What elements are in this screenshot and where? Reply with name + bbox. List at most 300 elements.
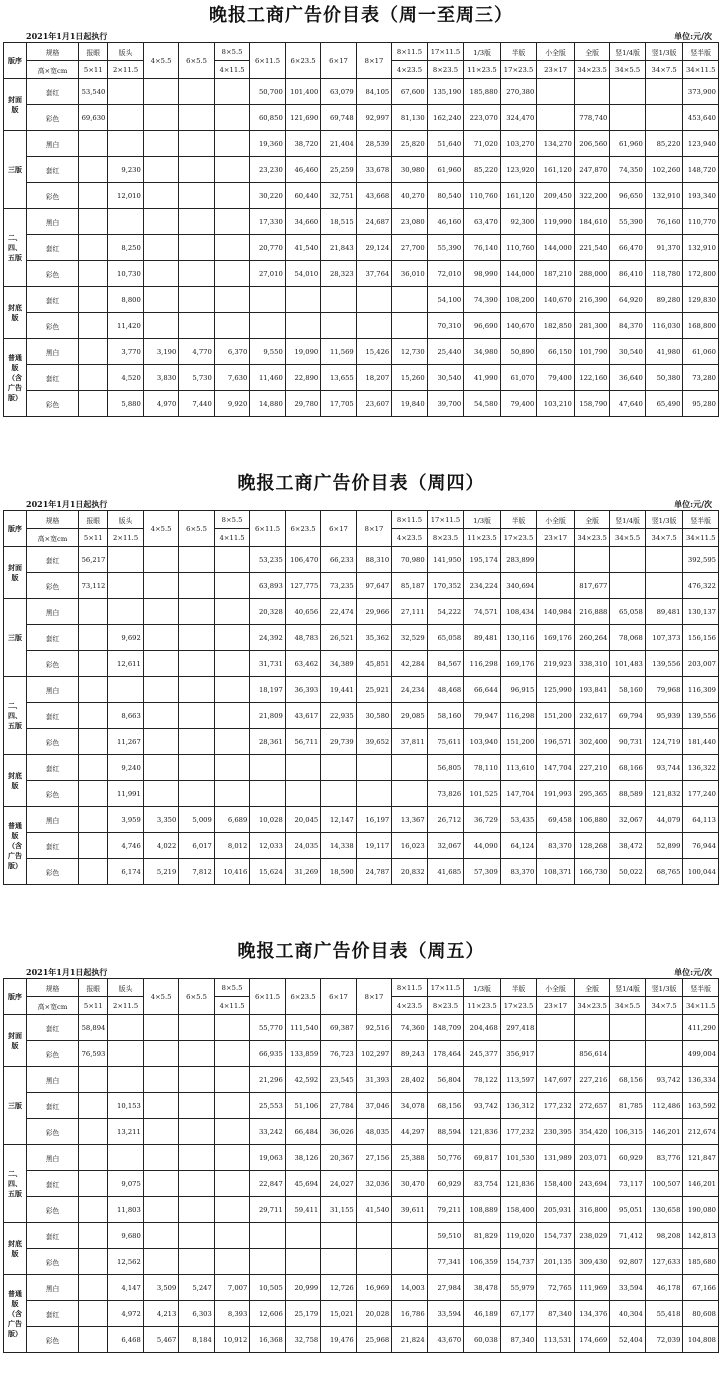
price-cell: 44,079 (645, 807, 683, 833)
price-cell: 148,709 (427, 1015, 464, 1041)
price-cell: 34,078 (392, 1093, 427, 1119)
price-cell: 18,590 (321, 859, 356, 885)
price-cell: 10,730 (108, 261, 143, 287)
price-cell: 174,669 (574, 1327, 609, 1353)
price-cell: 19,476 (321, 1327, 356, 1353)
price-cell (179, 547, 214, 573)
unit-note: 单位:元/次 (674, 499, 712, 509)
price-cell: 6,689 (214, 807, 249, 833)
column-size: 8×23.5 (427, 61, 464, 79)
column-header: 6×5.5 (179, 43, 214, 79)
price-cell (285, 1223, 320, 1249)
price-cell: 72,039 (645, 1327, 683, 1353)
price-cell: 27,156 (356, 1145, 391, 1171)
price-cell (321, 1223, 356, 1249)
column-header: 8×17 (356, 979, 391, 1015)
table-row (4, 833, 719, 859)
price-cell: 50,776 (427, 1145, 464, 1171)
price-cell (79, 157, 108, 183)
color-type: 黑白 (26, 807, 78, 833)
price-cell: 93,742 (645, 1067, 683, 1093)
price-cell: 27,784 (321, 1093, 356, 1119)
spec-header: 规格 (26, 43, 78, 61)
price-cell (179, 235, 214, 261)
color-type: 彩色 (26, 313, 78, 339)
column-header: 6×23.5 (285, 43, 320, 79)
price-cell (356, 1223, 391, 1249)
price-cell: 15,624 (250, 859, 285, 885)
price-cell (79, 1249, 108, 1275)
price-cell: 11,420 (108, 313, 143, 339)
price-cell: 113,597 (500, 1067, 537, 1093)
table-row (4, 339, 719, 365)
column-header: 全版 (574, 511, 609, 529)
price-cell: 73,112 (79, 573, 108, 599)
price-cell: 247,870 (574, 157, 609, 183)
price-cell (143, 547, 178, 573)
edition-name: 二、四、五版 (4, 1145, 27, 1223)
price-cell: 4,746 (108, 833, 143, 859)
price-cell: 177,240 (683, 781, 719, 807)
price-cell: 5,247 (179, 1275, 214, 1301)
price-cell: 18,515 (321, 209, 356, 235)
price-cell: 18,197 (250, 677, 285, 703)
price-cell: 185,680 (683, 1249, 719, 1275)
price-cell: 74,360 (392, 1015, 427, 1041)
price-cell: 118,780 (645, 261, 683, 287)
column-header: 小全版 (537, 979, 575, 997)
price-cell: 31,393 (356, 1067, 391, 1093)
price-cell (143, 1119, 178, 1145)
price-cell (108, 573, 143, 599)
price-cell: 324,470 (500, 105, 537, 131)
price-cell: 119,020 (500, 1223, 537, 1249)
price-cell: 125,990 (537, 677, 575, 703)
price-cell: 288,000 (574, 261, 609, 287)
table-row (4, 625, 719, 651)
color-type: 彩色 (26, 183, 78, 209)
price-cell: 74,571 (464, 599, 501, 625)
price-cell: 209,450 (537, 183, 575, 209)
price-cell: 13,211 (108, 1119, 143, 1145)
price-cell: 13,367 (392, 807, 427, 833)
color-type: 套红 (26, 79, 78, 105)
price-cell (179, 131, 214, 157)
price-cell: 61,960 (427, 157, 464, 183)
price-cell: 30,540 (610, 339, 645, 365)
table-row (4, 1093, 719, 1119)
price-cell: 55,390 (427, 235, 464, 261)
price-cell: 87,340 (500, 1327, 537, 1353)
price-cell: 29,124 (356, 235, 391, 261)
price-cell: 20,999 (285, 1275, 320, 1301)
price-cell: 85,187 (392, 573, 427, 599)
price-cell: 32,751 (321, 183, 356, 209)
price-cell: 122,160 (574, 365, 609, 391)
column-header: 报眼 (79, 43, 108, 61)
column-header: 6×11.5 (250, 511, 285, 547)
price-cell: 121,836 (500, 1171, 537, 1197)
price-cell: 30,470 (392, 1171, 427, 1197)
price-cell (214, 79, 249, 105)
price-cell: 25,553 (250, 1093, 285, 1119)
price-cell: 76,140 (464, 235, 501, 261)
table-row (4, 677, 719, 703)
price-cell: 78,110 (464, 755, 501, 781)
table-row (4, 1041, 719, 1067)
price-cell: 30,980 (392, 157, 427, 183)
header-row (4, 511, 719, 529)
price-cell: 8,393 (214, 1301, 249, 1327)
price-cell: 25,921 (356, 677, 391, 703)
price-cell: 58,160 (427, 703, 464, 729)
price-cell: 39,700 (427, 391, 464, 417)
column-header: 8×11.5 (392, 43, 427, 61)
price-cell (179, 79, 214, 105)
price-cell: 81,785 (610, 1093, 645, 1119)
table-row (4, 781, 719, 807)
price-cell: 92,300 (500, 209, 537, 235)
price-cell: 19,117 (356, 833, 391, 859)
edition-name: 二、四、五版 (4, 677, 27, 755)
column-size: 34×11.5 (683, 997, 719, 1015)
price-cell (179, 183, 214, 209)
price-cell: 28,402 (392, 1067, 427, 1093)
price-cell: 121,836 (464, 1119, 501, 1145)
price-cell (108, 677, 143, 703)
column-header: 竖1/3版 (645, 979, 683, 997)
price-cell: 6,468 (108, 1327, 143, 1353)
price-cell: 411,290 (683, 1015, 719, 1041)
price-cell: 69,748 (321, 105, 356, 131)
price-cell: 5,880 (108, 391, 143, 417)
size-header: 高×宽cm (26, 997, 78, 1015)
price-cell (214, 157, 249, 183)
price-cell: 73,117 (610, 1171, 645, 1197)
price-cell: 203,071 (574, 1145, 609, 1171)
price-cell: 106,315 (610, 1119, 645, 1145)
price-cell: 856,614 (574, 1041, 609, 1067)
price-cell: 172,800 (683, 261, 719, 287)
price-cell: 196,571 (537, 729, 575, 755)
price-cell: 56,804 (427, 1067, 464, 1093)
price-cell (214, 209, 249, 235)
price-cell (610, 547, 645, 573)
price-cell: 146,201 (683, 1171, 719, 1197)
price-cell: 12,730 (392, 339, 427, 365)
price-section-mon-wed (0, 2, 722, 417)
price-cell: 216,390 (574, 287, 609, 313)
price-cell: 21,404 (321, 131, 356, 157)
price-cell: 8,800 (108, 287, 143, 313)
price-cell (179, 287, 214, 313)
table-meta (0, 966, 722, 978)
price-cell: 95,939 (645, 703, 683, 729)
price-cell: 11,803 (108, 1197, 143, 1223)
column-size: 17×23.5 (500, 997, 537, 1015)
price-cell: 103,940 (464, 729, 501, 755)
price-cell: 107,373 (645, 625, 683, 651)
price-cell: 66,935 (250, 1041, 285, 1067)
price-cell: 166,730 (574, 859, 609, 885)
price-cell: 134,270 (537, 131, 575, 157)
price-cell: 11,569 (321, 339, 356, 365)
price-cell: 146,201 (645, 1119, 683, 1145)
price-cell: 83,754 (464, 1171, 501, 1197)
column-size: 34×11.5 (683, 61, 719, 79)
column-size: 34×23.5 (574, 997, 609, 1015)
column-header: 报眼 (79, 979, 108, 997)
price-cell (321, 287, 356, 313)
price-cell: 58,894 (79, 1015, 108, 1041)
price-cell (645, 79, 683, 105)
price-cell (143, 677, 178, 703)
price-cell: 7,812 (179, 859, 214, 885)
color-type: 套红 (26, 1093, 78, 1119)
price-cell: 51,640 (427, 131, 464, 157)
color-type: 彩色 (26, 573, 78, 599)
price-cell (143, 1015, 178, 1041)
price-cell: 30,580 (356, 703, 391, 729)
price-cell: 53,435 (500, 807, 537, 833)
price-cell (214, 183, 249, 209)
price-cell: 4,147 (108, 1275, 143, 1301)
color-type: 套红 (26, 235, 78, 261)
price-cell: 20,832 (392, 859, 427, 885)
price-cell: 68,765 (645, 859, 683, 885)
price-cell: 22,890 (285, 365, 320, 391)
price-cell: 124,719 (645, 729, 683, 755)
price-cell: 17,330 (250, 209, 285, 235)
price-cell: 103,270 (500, 131, 537, 157)
price-cell (79, 365, 108, 391)
price-cell: 50,700 (250, 79, 285, 105)
price-cell: 92,807 (610, 1249, 645, 1275)
price-cell: 113,531 (537, 1327, 575, 1353)
price-cell: 141,950 (427, 547, 464, 573)
edition-name: 封面版 (4, 79, 27, 131)
price-cell (79, 339, 108, 365)
price-cell: 170,352 (427, 573, 464, 599)
price-cell: 232,617 (574, 703, 609, 729)
price-cell (79, 1223, 108, 1249)
price-cell: 24,787 (356, 859, 391, 885)
price-cell: 76,160 (645, 209, 683, 235)
color-type: 黑白 (26, 599, 78, 625)
price-cell: 135,190 (427, 79, 464, 105)
price-cell (645, 105, 683, 131)
price-cell: 84,105 (356, 79, 391, 105)
color-type: 彩色 (26, 1041, 78, 1067)
edition-header-label: 版序 (7, 523, 22, 533)
price-cell: 121,847 (683, 1145, 719, 1171)
price-cell (143, 1223, 178, 1249)
price-cell (79, 1327, 108, 1353)
price-cell: 48,035 (356, 1119, 391, 1145)
price-cell: 32,036 (356, 1171, 391, 1197)
price-cell: 373,900 (683, 79, 719, 105)
price-cell (537, 79, 575, 105)
price-cell: 61,060 (683, 339, 719, 365)
price-cell (79, 599, 108, 625)
table-row (4, 1145, 719, 1171)
price-cell: 74,350 (610, 157, 645, 183)
price-cell: 75,611 (427, 729, 464, 755)
column-size: 5×11 (79, 529, 108, 547)
price-cell (79, 391, 108, 417)
table-row (4, 703, 719, 729)
price-cell (392, 755, 427, 781)
edition-header (4, 43, 27, 79)
price-cell: 39,652 (356, 729, 391, 755)
price-cell (645, 1041, 683, 1067)
price-cell (285, 781, 320, 807)
price-cell (179, 1145, 214, 1171)
price-cell: 42,284 (392, 651, 427, 677)
price-cell (356, 1249, 391, 1275)
price-cell: 40,656 (285, 599, 320, 625)
column-header: 全版 (574, 43, 609, 61)
price-cell: 136,334 (683, 1067, 719, 1093)
price-cell: 55,979 (500, 1275, 537, 1301)
price-cell: 88,310 (356, 547, 391, 573)
price-cell (179, 261, 214, 287)
column-size: 34×11.5 (683, 529, 719, 547)
price-cell: 11,267 (108, 729, 143, 755)
price-cell (79, 703, 108, 729)
effective-date-note: 2021年1月1日起执行 (26, 31, 108, 41)
price-cell: 34,980 (464, 339, 501, 365)
price-cell: 116,298 (464, 651, 501, 677)
price-cell: 86,410 (610, 261, 645, 287)
price-cell: 297,418 (500, 1015, 537, 1041)
price-cell: 78,122 (464, 1067, 501, 1093)
column-header: 4×5.5 (143, 43, 178, 79)
price-cell: 37,046 (356, 1093, 391, 1119)
price-cell: 144,000 (500, 261, 537, 287)
price-cell (179, 599, 214, 625)
price-cell: 19,360 (250, 131, 285, 157)
price-cell: 9,550 (250, 339, 285, 365)
price-cell: 9,075 (108, 1171, 143, 1197)
column-header: 版头 (108, 511, 143, 529)
price-cell: 24,392 (250, 625, 285, 651)
price-cell (285, 313, 320, 339)
color-type: 套红 (26, 755, 78, 781)
price-cell (392, 1249, 427, 1275)
price-cell: 6,174 (108, 859, 143, 885)
price-cell: 133,859 (285, 1041, 320, 1067)
price-cell: 110,770 (683, 209, 719, 235)
price-cell: 15,260 (392, 365, 427, 391)
price-cell: 101,483 (610, 651, 645, 677)
price-cell (285, 1249, 320, 1275)
column-size: 11×23.5 (464, 997, 501, 1015)
price-cell (179, 1197, 214, 1223)
price-cell: 140,670 (537, 287, 575, 313)
price-cell: 270,380 (500, 79, 537, 105)
price-cell: 73,826 (427, 781, 464, 807)
price-cell: 59,411 (285, 1197, 320, 1223)
table-row (4, 1119, 719, 1145)
price-cell: 9,680 (108, 1223, 143, 1249)
table-row (4, 183, 719, 209)
price-cell: 24,027 (321, 1171, 356, 1197)
price-cell: 96,690 (464, 313, 501, 339)
price-cell: 116,030 (645, 313, 683, 339)
price-cell (143, 599, 178, 625)
price-cell: 47,640 (610, 391, 645, 417)
color-type: 黑白 (26, 1067, 78, 1093)
price-cell: 64,113 (683, 807, 719, 833)
price-cell: 31,269 (285, 859, 320, 885)
price-cell: 46,460 (285, 157, 320, 183)
column-header: 6×17 (321, 979, 356, 1015)
column-header: 8×5.5 (214, 979, 249, 997)
column-size: 23×17 (537, 997, 575, 1015)
price-cell: 169,176 (500, 651, 537, 677)
price-cell (250, 1249, 285, 1275)
price-cell (79, 313, 108, 339)
spec-header: 规格 (26, 979, 78, 997)
table-row (4, 1223, 719, 1249)
price-cell: 81,130 (392, 105, 427, 131)
price-cell (645, 547, 683, 573)
price-cell: 12,606 (250, 1301, 285, 1327)
price-cell (179, 1041, 214, 1067)
price-cell: 35,362 (356, 625, 391, 651)
price-cell: 31,155 (321, 1197, 356, 1223)
price-cell: 205,931 (537, 1197, 575, 1223)
price-cell: 41,980 (645, 339, 683, 365)
table-row (4, 1067, 719, 1093)
table-row (4, 131, 719, 157)
column-header: 半版 (500, 979, 537, 997)
price-cell: 131,989 (537, 1145, 575, 1171)
price-cell: 76,944 (683, 833, 719, 859)
price-cell: 66,484 (285, 1119, 320, 1145)
price-cell: 20,770 (250, 235, 285, 261)
table-row (4, 105, 719, 131)
column-size: 34×5.5 (610, 529, 645, 547)
price-cell: 7,007 (214, 1275, 249, 1301)
edition-name: 三版 (4, 599, 27, 677)
table-title: 晚报工商广告价目表（周五） (237, 941, 485, 962)
column-size: 34×7.5 (645, 61, 683, 79)
table-row (4, 651, 719, 677)
effective-date-note: 2021年1月1日起执行 (26, 967, 108, 977)
column-size: 11×23.5 (464, 61, 501, 79)
price-cell: 3,509 (143, 1275, 178, 1301)
price-cell: 64,920 (610, 287, 645, 313)
column-size: 17×23.5 (500, 529, 537, 547)
price-cell (214, 1145, 249, 1171)
price-cell: 27,111 (392, 599, 427, 625)
column-size: 34×23.5 (574, 529, 609, 547)
table-row (4, 365, 719, 391)
price-cell: 60,929 (427, 1171, 464, 1197)
price-cell (214, 573, 249, 599)
price-cell: 65,058 (610, 599, 645, 625)
price-cell: 25,968 (356, 1327, 391, 1353)
price-cell: 66,150 (537, 339, 575, 365)
price-cell: 6,370 (214, 339, 249, 365)
price-cell: 26,521 (321, 625, 356, 651)
table-row (4, 1197, 719, 1223)
price-cell: 16,368 (250, 1327, 285, 1353)
price-cell (214, 1041, 249, 1067)
price-cell: 60,440 (285, 183, 320, 209)
